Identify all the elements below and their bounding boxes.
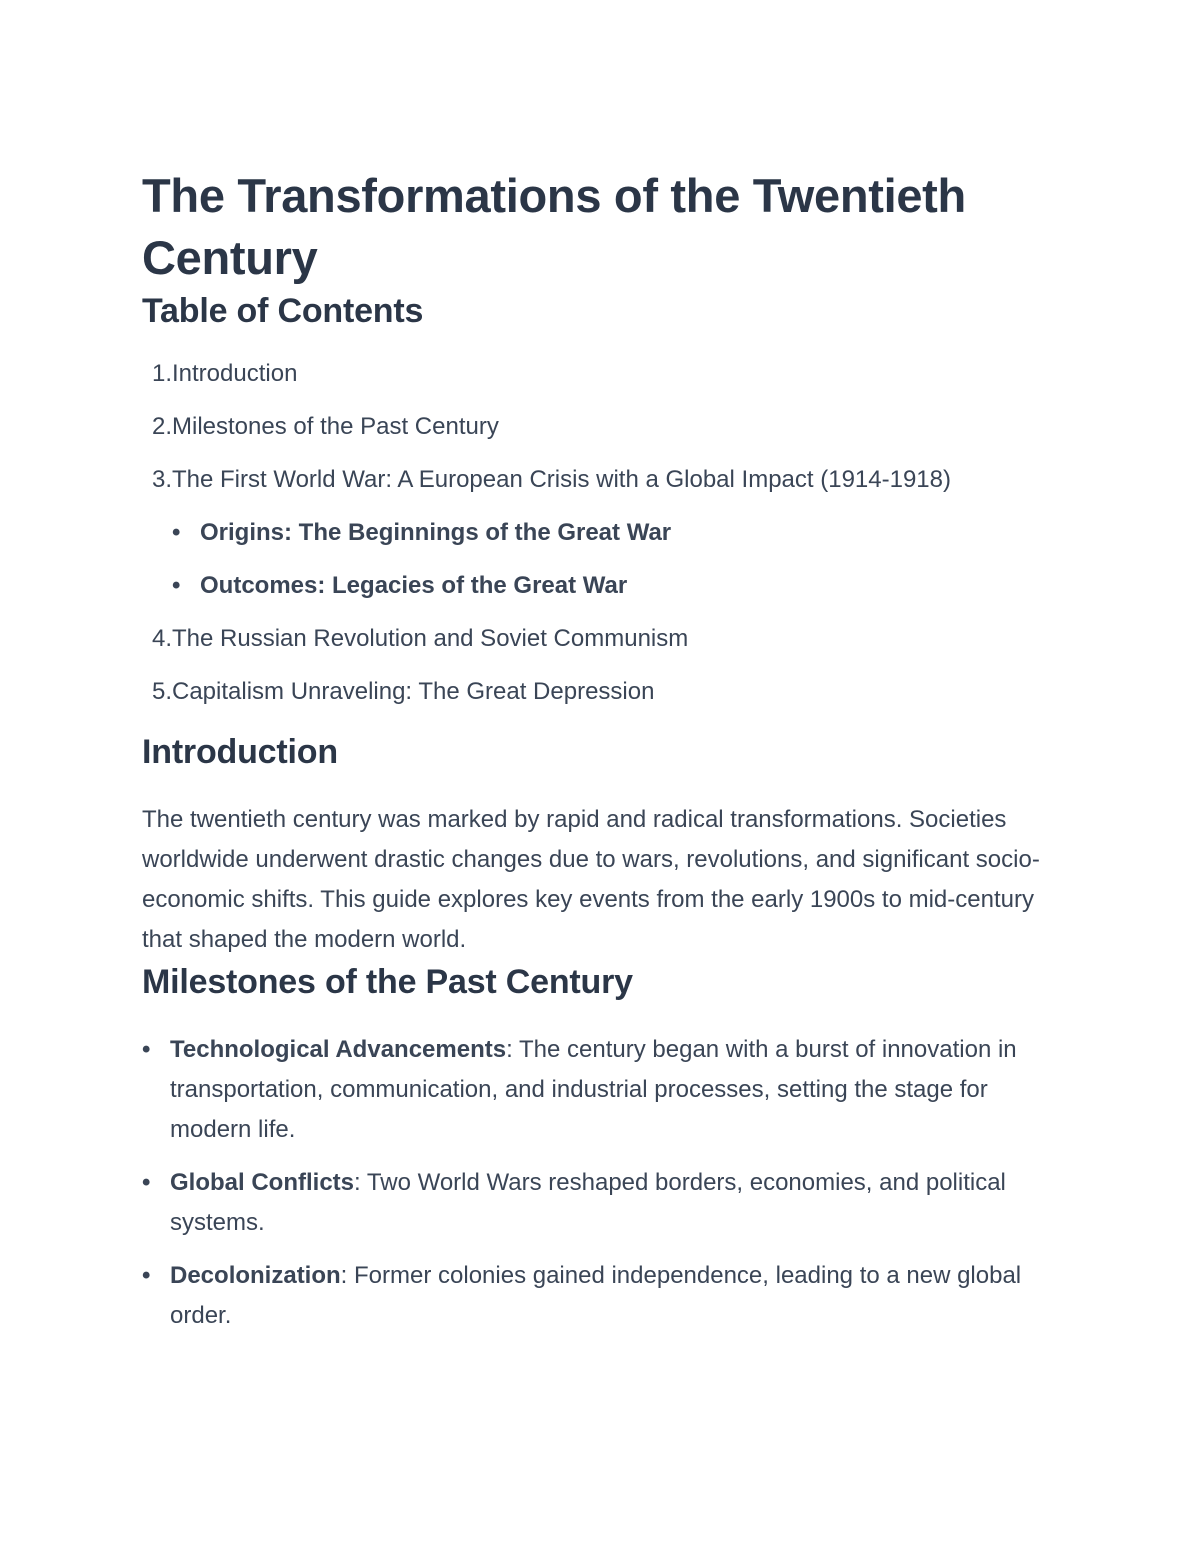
list-item xyxy=(142,1163,1072,1243)
introduction-paragraph: The twentieth century was marked by rapid and radical transformations. Societies worldwide underwent drastic changes due to wars, revolutions, and significant socio-economic shifts. This guide explores key events from the early 1900s to mid-century that shaped the modern world. xyxy=(142,806,1040,953)
list-item xyxy=(142,1030,1072,1150)
milestones-heading: Milestones of the Past Century xyxy=(142,963,633,1001)
toc-item-introduction[interactable] xyxy=(142,359,1072,389)
bullet-icon: • xyxy=(142,1036,151,1063)
toc-item-great-depression[interactable] xyxy=(142,677,1072,707)
milestone-separator: : xyxy=(354,1169,361,1196)
bullet-icon: • xyxy=(142,1169,151,1196)
list-item xyxy=(142,1256,1072,1336)
toc-number: 1. xyxy=(151,360,172,387)
toc-label: Introduction xyxy=(172,360,298,387)
toc-label: The First World War: A European Crisis with a Global Impact (1914-1918) xyxy=(172,466,951,493)
introduction-heading: Introduction xyxy=(142,733,338,771)
toc-sublist-container xyxy=(142,518,1072,601)
milestone-term: Decolonization xyxy=(170,1262,341,1289)
toc-label: Milestones of the Past Century xyxy=(172,413,499,440)
milestone-separator: : xyxy=(340,1262,348,1289)
toc-heading: Table of Contents xyxy=(142,292,424,330)
milestone-text xyxy=(170,1163,1072,1243)
toc-number: 2. xyxy=(151,413,172,440)
toc-number: 4. xyxy=(151,625,172,652)
document-page xyxy=(142,165,1072,1349)
toc-subitem-outcomes[interactable] xyxy=(142,571,1072,601)
toc-label: The Russian Revolution and Soviet Communism xyxy=(172,625,689,652)
toc-sublabel: Outcomes: Legacies of the Great War xyxy=(200,572,628,599)
milestone-description: Two World Wars reshaped borders, economies, and political systems. xyxy=(170,1169,1006,1236)
toc-subitem-origins[interactable] xyxy=(142,518,1072,548)
milestone-separator: : xyxy=(506,1036,513,1063)
milestone-description: Former colonies gained independence, leading to a new global order. xyxy=(170,1262,1022,1329)
toc-number: 5. xyxy=(151,678,172,705)
milestones-list xyxy=(142,1030,1072,1336)
bullet-icon: • xyxy=(172,572,181,599)
toc-item-first-world-war[interactable] xyxy=(142,465,1072,495)
document-title: The Transformations of the Twentieth Century xyxy=(142,169,966,284)
table-of-contents xyxy=(142,359,1072,707)
toc-sublabel: Origins: The Beginnings of the Great War xyxy=(200,519,672,546)
bullet-icon: • xyxy=(142,1262,151,1289)
toc-number: 3. xyxy=(151,466,172,493)
milestone-text xyxy=(170,1256,1072,1336)
toc-sublist xyxy=(142,518,1072,601)
milestone-term: Global Conflicts xyxy=(170,1169,355,1196)
toc-item-milestones[interactable] xyxy=(142,412,1072,442)
milestone-description: The century began with a burst of innovation in transportation, communication, and industrial processes, setting the stage for modern life. xyxy=(170,1036,1017,1143)
milestone-text xyxy=(170,1030,1072,1150)
milestone-term: Technological Advancements xyxy=(170,1036,507,1063)
bullet-icon: • xyxy=(172,519,181,546)
toc-item-russian-revolution[interactable] xyxy=(142,624,1072,654)
toc-label: Capitalism Unraveling: The Great Depression xyxy=(172,678,655,705)
